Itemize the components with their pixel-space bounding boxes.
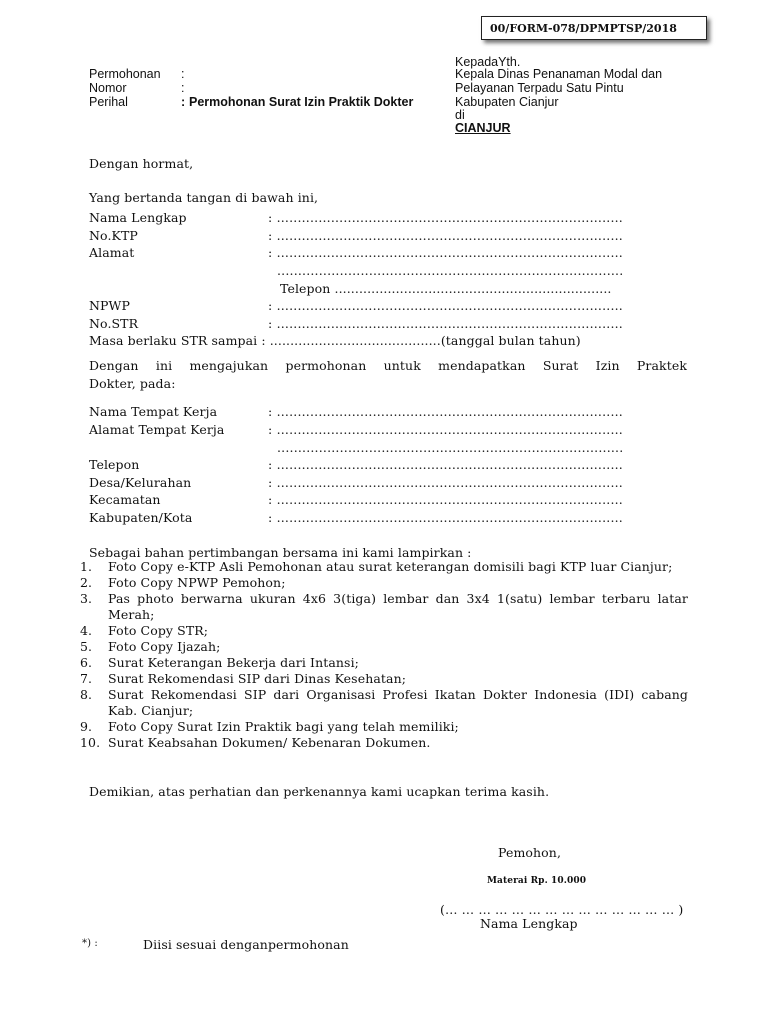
recipient-city: CIANJUR [455,121,511,135]
materai-label: Materai Rp. 10.000 [487,876,587,886]
list-item [80,591,688,623]
list-item-number: 8. [80,687,93,702]
recipient-line-2: Kepala Dinas Penanaman Modal dan [455,67,663,81]
kabupaten-kota-label: Kabupaten/Kota [89,510,193,525]
list-item-text: Foto Copy NPWP Pemohon; [108,575,286,590]
signature-title: Pemohon, [498,845,562,860]
list-item-number: 1. [80,559,93,574]
npwp-label: NPWP [89,298,131,313]
list-item-text: Pas photo berwarna ukuran 4x6 3(tiga) lembar dan 3x4 1(satu) lembar terbaru latar Merah; [108,591,688,622]
list-item [80,687,688,719]
attachments-intro: Sebagai bahan pertimbangan bersama ini kami lampirkan : [89,545,472,560]
telepon-kerja-label: Telepon [89,457,140,472]
perihal-colon: : [181,95,186,109]
list-item [80,671,688,687]
list-item [80,575,688,591]
telepon-line: Telepon .................................................................... [280,281,612,296]
recipient-line-4: Kabupaten Cianjur [455,95,559,109]
list-item-text: Foto Copy e-KTP Asli Pemohonan atau surat keterangan domisili bagi KTP luar Cianjur; [108,559,673,574]
desa-kelurahan-label: Desa/Kelurahan [89,475,192,490]
list-item-number: 5. [80,639,93,654]
telepon-kerja-blank: : ................................................................................... [268,457,623,472]
list-item-number: 3. [80,591,93,606]
request-text-line-2: Dokter, pada: [89,376,176,391]
intro-text: Yang bertanda tangan di bawah ini, [89,190,319,205]
list-item [80,623,688,639]
form-code: 00/FORM-078/DPMPTSP/2018 [490,22,677,35]
list-item-number: 7. [80,671,93,686]
list-item-number: 10. [80,735,101,750]
list-item-number: 9. [80,719,93,734]
list-item-number: 2. [80,575,93,590]
list-item-text: Foto Copy Surat Izin Praktik bagi yang telah memiliki; [108,719,459,734]
list-item-text: Surat Keterangan Bekerja dari Intansi; [108,655,359,670]
alamat-tempat-kerja-blank: : ................................................................................... [268,422,623,437]
alamat-tempat-kerja-blank-2: ................................................................................... [277,440,624,455]
kabupaten-kota-blank: : ................................................................................... [268,510,623,525]
permohonan-label: Permohonan [89,67,161,81]
npwp-blank: : ................................................................................... [268,298,623,313]
desa-kelurahan-blank: : ................................................................................... [268,475,623,490]
nama-tempat-kerja-blank: : ................................................................................... [268,404,623,419]
list-item-text: Surat Keabsahan Dokumen/ Kebenaran Dokumen. [108,735,431,750]
alamat-label: Alamat [89,245,135,260]
str-label: No.STR [89,316,139,331]
kecamatan-blank: : ................................................................................... [268,492,623,507]
greeting: Dengan hormat, [89,156,194,171]
str-blank: : ................................................................................... [268,316,623,331]
ktp-blank: : ................................................................................... [268,228,623,243]
masa-berlaku-str: Masa berlaku STR sampai : ..........................................(tanggal bulan tahun) [89,333,581,348]
list-item [80,655,688,671]
list-item [80,639,688,655]
signature-name-blank: (… … … … … … … … … … … … … … ) [440,902,684,917]
request-text-line-1: Dengan ini mengajukan permohonan untuk mendapatkan Surat Izin Praktek [89,358,687,373]
signature-name-label: Nama Lengkap [480,916,578,931]
perihal-label: Perihal [89,95,128,109]
list-item-number: 6. [80,655,93,670]
attachment-list [80,559,688,751]
kecamatan-label: Kecamatan [89,492,161,507]
alamat-blank: : ................................................................................... [268,245,623,260]
list-item-text: Foto Copy STR; [108,623,209,638]
list-item [80,559,688,575]
recipient-line-5: di [455,108,465,122]
footnote-text: Diisi sesuai denganpermohonan [143,937,349,952]
recipient-salutation: KepadaYth. [455,55,521,69]
ktp-label: No.KTP [89,228,138,243]
list-item-number: 4. [80,623,93,638]
nama-tempat-kerja-label: Nama Tempat Kerja [89,404,218,419]
form-code-box [481,16,707,40]
nama-lengkap-label: Nama Lengkap [89,210,187,225]
alamat-blank-2: ................................................................................... [277,263,624,278]
list-item [80,719,688,735]
nomor-colon: : [181,81,185,95]
recipient-line-3: Pelayanan Terpadu Satu Pintu [455,81,624,95]
nama-lengkap-blank: : ................................................................................... [268,210,623,225]
list-item-text: Surat Rekomendasi SIP dari Dinas Kesehatan; [108,671,407,686]
footnote-mark: *) : [82,938,98,949]
alamat-tempat-kerja-label: Alamat Tempat Kerja [89,422,225,437]
list-item-text: Surat Rekomendasi SIP dari Organisasi Profesi Ikatan Dokter Indonesia (IDI) cabang Kab. Cianjur; [108,687,688,718]
list-item-text: Foto Copy Ijazah; [108,639,221,654]
permohonan-colon: : [181,67,185,81]
closing-text: Demikian, atas perhatian dan perkenannya kami ucapkan terima kasih. [89,784,550,799]
list-item [80,735,688,751]
nomor-label: Nomor [89,81,127,95]
perihal-value: Permohonan Surat Izin Praktik Dokter [189,95,414,109]
